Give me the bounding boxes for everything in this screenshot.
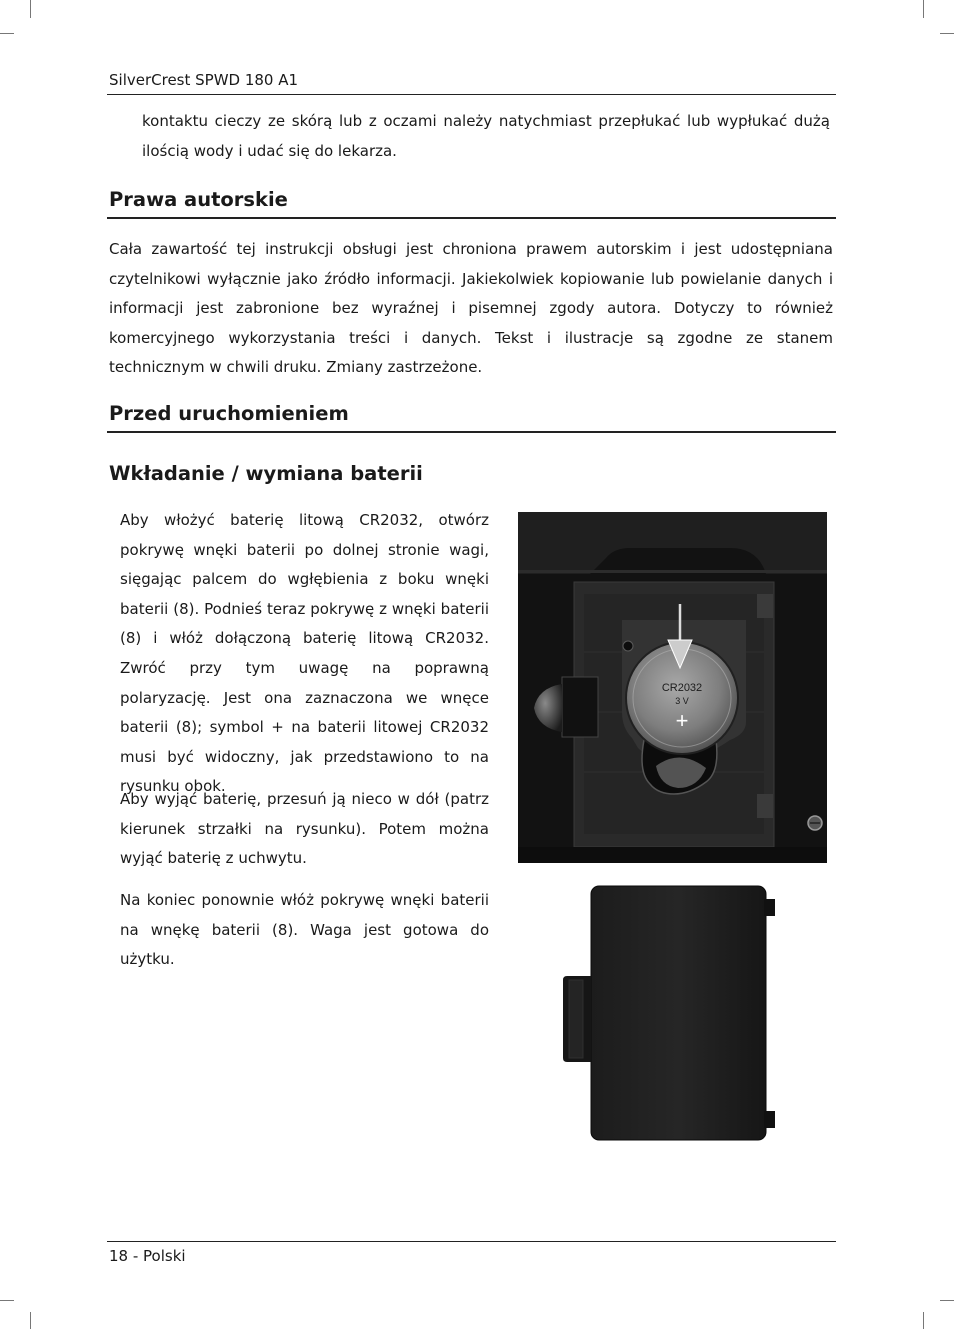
crop-mark <box>30 0 31 18</box>
page-footer: 18 - Polski <box>109 1247 186 1265</box>
battery-paragraph-close: Na koniec ponownie włóż pokrywę wnęki baterii na wnękę baterii (8). Waga jest gotowa do użytku. <box>120 891 489 969</box>
crop-mark <box>0 1300 14 1301</box>
intro-continuation: kontaktu cieczy ze skórą lub z oczami należy natychmiast przepłukać lub wypłukać dużą ilością wody i udać się do lekarza. <box>142 112 830 160</box>
section-rule <box>107 431 836 433</box>
header-rule <box>107 94 836 95</box>
running-header: SilverCrest SPWD 180 A1 <box>109 71 299 89</box>
battery-paragraph-insert: Aby włożyć baterię litową CR2032, otwórz pokrywę wnęki baterii po dolnej stronie wagi, sięgając palcem do wgłębienia z boku wnęki baterii (8). Podnieś teraz pokrywę z wnęki baterii (8) i włóż dołączoną baterię litową CR2032. Zwróć przy tym uwagę na poprawną polaryzację. Jest ona zaznaczona we wnęce baterii (8); symbol + na baterii litowej CR2032 musi być widoczny, jak przedstawiono to na rysunku obok. <box>120 511 489 796</box>
battery-paragraph-remove: Aby wyjąć baterię, przesuń ją nieco w dół (patrz kierunek strzałki na rysunku). Potem można wyjąć baterię z uchwytu. <box>120 790 489 868</box>
crop-mark <box>940 33 954 34</box>
crop-mark <box>923 0 924 18</box>
battery-cover-photo <box>561 884 777 1142</box>
section-heading-before-start: Przed uruchomieniem <box>109 402 349 425</box>
battery-polarity-label: + <box>675 708 689 733</box>
crop-mark <box>923 1312 924 1329</box>
battery-compartment-photo <box>518 512 827 863</box>
subsection-heading-battery: Wkładanie / wymiana baterii <box>109 462 423 485</box>
battery-model-label: CR2032 <box>661 682 703 694</box>
battery-voltage-label: 3 V <box>675 696 689 706</box>
crop-mark <box>0 33 14 34</box>
copyright-paragraph: Cała zawartość tej instrukcji obsługi jest chroniona prawem autorskim i jest udostępniana czytelnikowi wyłącznie jako źródło informacji. Jakiekolwiek kopiowanie lub powielanie danych i informacji jest zabronione bez wyraźnej i pisemnej zgody autora. Dotyczy to również komercyjnego wykorzystania treści i danych. Tekst i ilustracje są zgodne ze stanem technicznym w chwili druku. Zmiany zastrzeżone. <box>109 240 833 377</box>
crop-mark <box>940 1300 954 1301</box>
section-rule <box>107 217 836 219</box>
footer-rule <box>107 1241 836 1242</box>
section-heading-copyright: Prawa autorskie <box>109 188 288 211</box>
crop-mark <box>30 1312 31 1329</box>
